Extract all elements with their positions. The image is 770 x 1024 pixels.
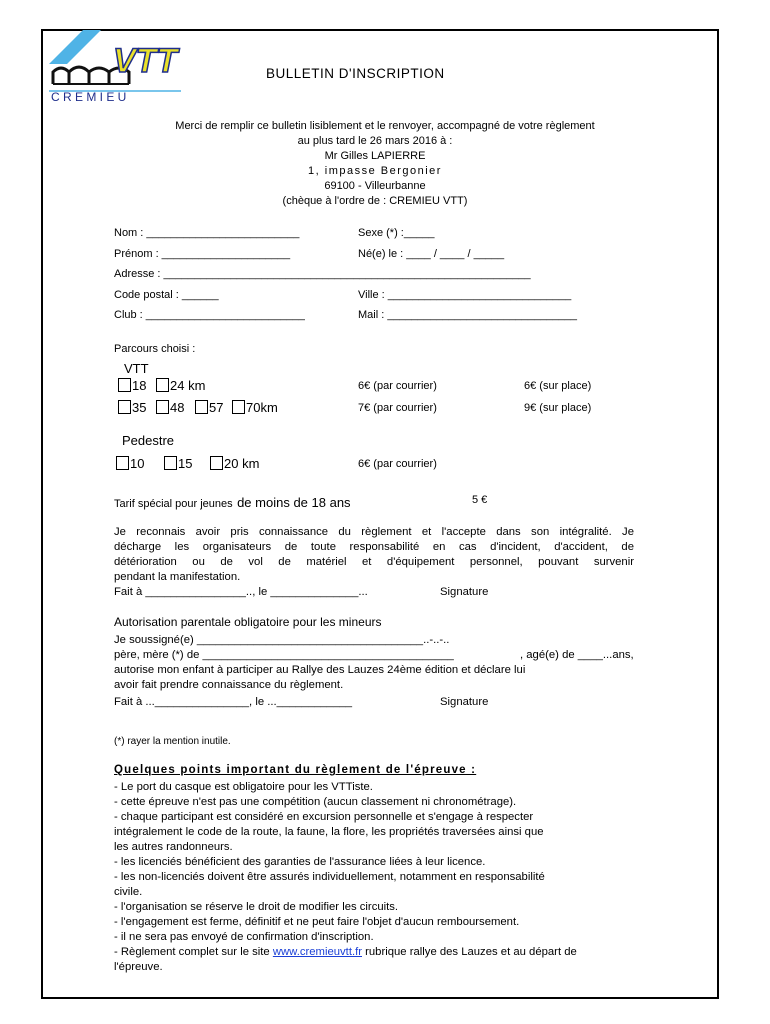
reconnais-signature: Signature bbox=[440, 586, 489, 598]
pedestre-price-courrier: 6€ (par courrier) bbox=[358, 458, 437, 470]
reglement-line-3: - chaque participant est considéré en excursion personnelle et s'engage à respecter bbox=[114, 811, 534, 823]
vtt-35-label: 35 bbox=[132, 400, 147, 415]
checkbox-pedestre-15[interactable] bbox=[164, 456, 177, 470]
rayer-note: (*) rayer la mention inutile. bbox=[114, 736, 231, 747]
checkbox-vtt-70[interactable] bbox=[232, 400, 245, 414]
pedestre-10-label: 10 bbox=[130, 456, 145, 471]
intro-line-1: Merci de remplir ce bulletin lisiblement et le renvoyer, accompagné de votre règlement bbox=[175, 120, 595, 132]
prenom-field[interactable]: Prénom : _____________________ bbox=[114, 248, 291, 260]
checkbox-pedestre-10[interactable] bbox=[116, 456, 129, 470]
tarif-price: 5 € bbox=[472, 494, 488, 506]
reglement-line-2: - cette épreuve n'est pas une compétition (aucun classement ni chronométrage). bbox=[114, 796, 517, 808]
intro-line-3: Mr Gilles LAPIERRE bbox=[324, 150, 426, 162]
checkbox-vtt-35[interactable] bbox=[118, 400, 131, 414]
reconnais-line-4: pendant la manifestation. bbox=[114, 571, 241, 583]
reglement-line-5: les autres randonneurs. bbox=[114, 841, 233, 853]
autorisation-line-1[interactable]: Je soussigné(e) ____________________________________..-..-.. bbox=[114, 634, 450, 646]
autorisation-signature: Signature bbox=[440, 696, 489, 708]
pedestre-20-label: 20 km bbox=[224, 456, 260, 471]
nom-field[interactable]: Nom : _________________________ bbox=[114, 227, 300, 239]
site-link[interactable]: www.cremieuvtt.fr bbox=[272, 946, 362, 958]
reglement-line-6: - les licenciés bénéficient des garanties de l'assurance liées à leur licence. bbox=[114, 856, 486, 868]
vtt-row1-price-courrier: 6€ (par courrier) bbox=[358, 380, 437, 392]
reglement-line-10: - l'engagement est ferme, définitif et ne peut faire l'objet d'aucun remboursement. bbox=[114, 916, 520, 928]
reglement-line-12 bbox=[114, 945, 577, 960]
vtt-57-label: 57 bbox=[209, 400, 224, 415]
parcours-label: Parcours choisi : bbox=[114, 343, 196, 355]
sexe-field[interactable]: Sexe (*) :_____ bbox=[358, 227, 435, 239]
page-title: BULLETIN D'INSCRIPTION bbox=[266, 66, 445, 81]
reconnais-line-3: détérioration ou de vol de matériel et d'équipement personnel, pouvant survenir bbox=[114, 556, 634, 568]
tarif-label: Tarif spécial pour jeunes bbox=[114, 498, 233, 510]
autorisation-line-2a[interactable]: père, mère (*) de ________________________________________ bbox=[114, 649, 454, 661]
autorisation-fait[interactable]: Fait à ..._______________, le ...____________ bbox=[114, 696, 353, 708]
vtt-label: VTT bbox=[124, 361, 149, 376]
vtt-48-label: 48 bbox=[170, 400, 185, 415]
intro-line-2: au plus tard le 26 mars 2016 à : bbox=[297, 135, 453, 147]
tarif-line bbox=[114, 494, 351, 512]
vtt-row2-price-place: 9€ (sur place) bbox=[524, 402, 592, 414]
reconnais-fait[interactable]: Fait à ________________.., le ______________... bbox=[114, 586, 368, 598]
reglement-line-11: - il ne sera pas envoyé de confirmation d'inscription. bbox=[114, 931, 374, 943]
ville-field[interactable]: Ville : ______________________________ bbox=[358, 289, 572, 301]
autorisation-line-3: autorise mon enfant à participer au Rallye des Lauzes 24ème édition et déclare lui bbox=[114, 664, 526, 676]
reconnais-line-2: décharge les organisateurs de toute responsabilité en cas d'incident, d'accident, de bbox=[114, 541, 634, 553]
cremieu-vtt-logo bbox=[49, 28, 181, 104]
intro-line-5: 69100 - Villeurbanne bbox=[324, 180, 426, 192]
reglement-line-1: - Le port du casque est obligatoire pour les VTTiste. bbox=[114, 781, 373, 793]
vtt-70-label: 70km bbox=[246, 400, 278, 415]
checkbox-vtt-24[interactable] bbox=[156, 378, 169, 392]
reglement-line-12b: rubrique rallye des Lauzes et au départ de bbox=[365, 946, 577, 958]
checkbox-pedestre-20[interactable] bbox=[210, 456, 223, 470]
pedestre-label: Pedestre bbox=[122, 433, 175, 448]
reglement-line-13: l'épreuve. bbox=[114, 961, 163, 973]
adresse-field[interactable]: Adresse : ____________________________________________________________ bbox=[114, 268, 531, 280]
reglement-heading: Quelques points important du règlement de l'épreuve : bbox=[114, 764, 477, 776]
intro-line-6: (chèque à l'ordre de : CREMIEU VTT) bbox=[282, 195, 468, 207]
vtt-24-label: 24 km bbox=[170, 378, 206, 393]
club-field[interactable]: Club : __________________________ bbox=[114, 309, 305, 321]
svg-text:C R E M I E U: C R E M I E U bbox=[51, 90, 127, 104]
autorisation-line-2b[interactable]: , agé(e) de ____...ans, bbox=[520, 649, 634, 661]
vtt-row1-price-place: 6€ (sur place) bbox=[524, 380, 592, 392]
checkbox-vtt-48[interactable] bbox=[156, 400, 169, 414]
reglement-line-9: - l'organisation se réserve le droit de modifier les circuits. bbox=[114, 901, 399, 913]
code-postal-field[interactable]: Code postal : ______ bbox=[114, 289, 219, 301]
checkbox-vtt-18[interactable] bbox=[118, 378, 131, 392]
reconnais-line-1: Je reconnais avoir pris connaissance du règlement et l'accepte dans son intégralité. Je bbox=[114, 526, 634, 538]
vtt-18-label: 18 bbox=[132, 378, 147, 393]
tarif-emph: de moins de 18 ans bbox=[237, 495, 351, 510]
reglement-line-8: civile. bbox=[114, 886, 143, 898]
reglement-line-12a: - Règlement complet sur le site bbox=[114, 946, 270, 958]
intro-line-4: 1, impasse Bergonier bbox=[308, 165, 442, 177]
reglement-line-4: intégralement le code de la route, la faune, la flore, les propriétés traversées ainsi que bbox=[114, 826, 544, 838]
reglement-line-7: - les non-licenciés doivent être assurés individuellement, notamment en responsabilité bbox=[114, 871, 545, 883]
vtt-row2-price-courrier: 7€ (par courrier) bbox=[358, 402, 437, 414]
svg-text:VTT: VTT bbox=[113, 42, 178, 80]
date-naissance-field[interactable]: Né(e) le : ____ / ____ / _____ bbox=[358, 248, 505, 260]
pedestre-15-label: 15 bbox=[178, 456, 193, 471]
mail-field[interactable]: Mail : _______________________________ bbox=[358, 309, 577, 321]
autorisation-line-4: avoir fait prendre connaissance du règlement. bbox=[114, 679, 344, 691]
checkbox-vtt-57[interactable] bbox=[195, 400, 208, 414]
autorisation-heading: Autorisation parentale obligatoire pour les mineurs bbox=[114, 615, 382, 629]
